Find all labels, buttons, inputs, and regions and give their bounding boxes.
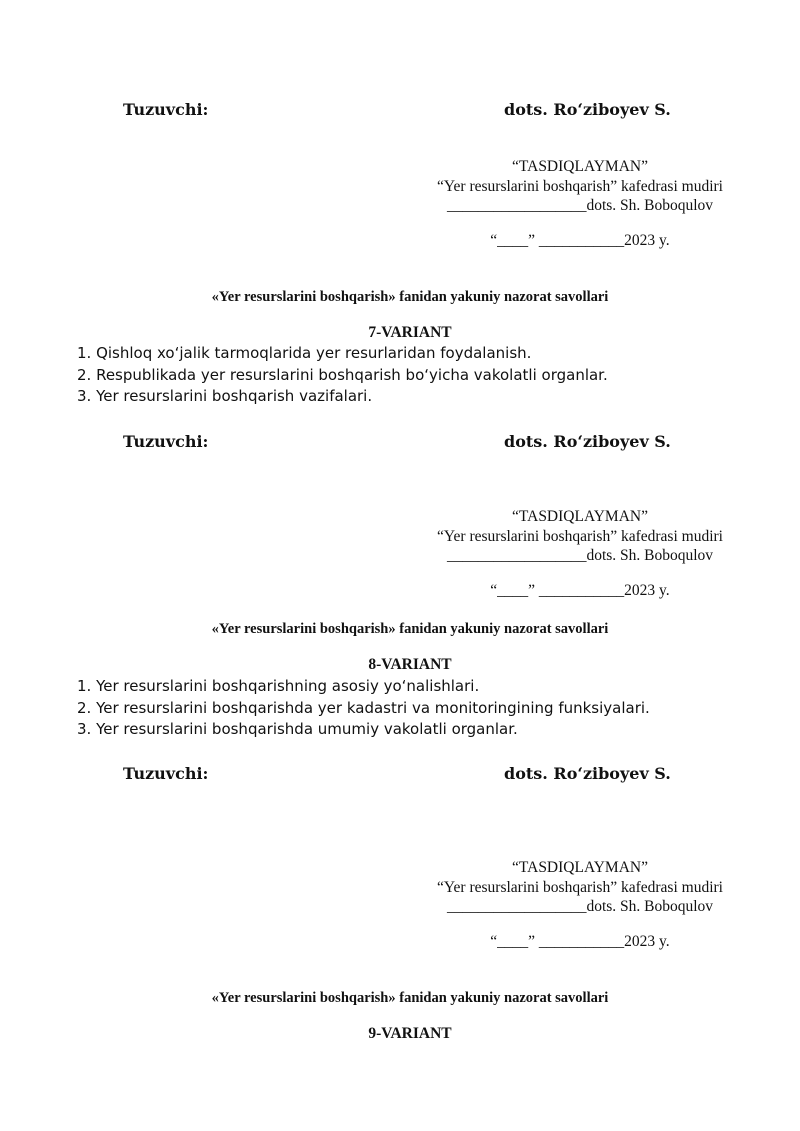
compiler-label: Tuzuvchi: <box>123 100 209 119</box>
compiler-name: dots. Ro‘ziboyev S. <box>504 432 671 451</box>
approval-dept-line: “Yer resurslarini boshqarish” kafedrasi mudiri <box>437 177 723 195</box>
approval-block <box>420 157 740 216</box>
approval-dept-line: “Yer resurslarini boshqarish” kafedrasi mudiri <box>437 527 723 545</box>
exam-title: «Yer resurslarini boshqarish» fanidan yakuniy nazorat savollari <box>211 621 609 637</box>
exam-title: «Yer resurslarini boshqarish» fanidan yakuniy nazorat savollari <box>211 990 609 1006</box>
approval-title: “TASDIQLAYMAN” <box>512 508 648 525</box>
variant-heading: 7-VARIANT <box>368 324 452 341</box>
compiler-name: dots. Ro‘ziboyev S. <box>504 100 671 119</box>
approval-date-line: “____” ___________2023 y. <box>490 232 670 249</box>
approval-block <box>420 858 740 917</box>
exam-title: «Yer resurslarini boshqarish» fanidan yakuniy nazorat savollari <box>211 289 609 305</box>
approval-dept-line: “Yer resurslarini boshqarish” kafedrasi mudiri <box>437 878 723 896</box>
approval-sign-line: __________________dots. Sh. Boboqulov <box>446 547 714 564</box>
variant-heading: 8-VARIANT <box>368 656 452 673</box>
approval-date-line: “____” ___________2023 y. <box>490 582 670 599</box>
compiler-name: dots. Ro‘ziboyev S. <box>504 764 671 783</box>
variant-heading: 9-VARIANT <box>368 1025 452 1042</box>
question-list <box>77 676 650 741</box>
approval-title: “TASDIQLAYMAN” <box>512 859 648 876</box>
question-list <box>77 343 608 408</box>
approval-sign-line: __________________dots. Sh. Boboqulov <box>446 197 714 214</box>
question-item: 3. Yer resurslarini boshqarishda umumiy vakolatli organlar. <box>77 720 518 738</box>
compiler-label: Tuzuvchi: <box>123 432 209 451</box>
compiler-label: Tuzuvchi: <box>123 764 209 783</box>
approval-block <box>420 507 740 566</box>
question-item: 3. Yer resurslarini boshqarish vazifalari. <box>77 387 373 405</box>
question-item: 2. Yer resurslarini boshqarishda yer kadastri va monitoringining funksiyalari. <box>77 698 650 717</box>
approval-date-line: “____” ___________2023 y. <box>490 933 670 950</box>
question-item: 1. Qishloq xo‘jalik tarmoqlarida yer resurlaridan foydalanish. <box>77 344 532 362</box>
question-item: 1. Yer resurslarini boshqarishning asosiy yo‘nalishlari. <box>77 677 480 695</box>
approval-sign-line: __________________dots. Sh. Boboqulov <box>446 898 714 915</box>
approval-title: “TASDIQLAYMAN” <box>512 158 648 175</box>
question-item: 2. Respublikada yer resurslarini boshqarish bo‘yicha vakolatli organlar. <box>77 365 608 384</box>
